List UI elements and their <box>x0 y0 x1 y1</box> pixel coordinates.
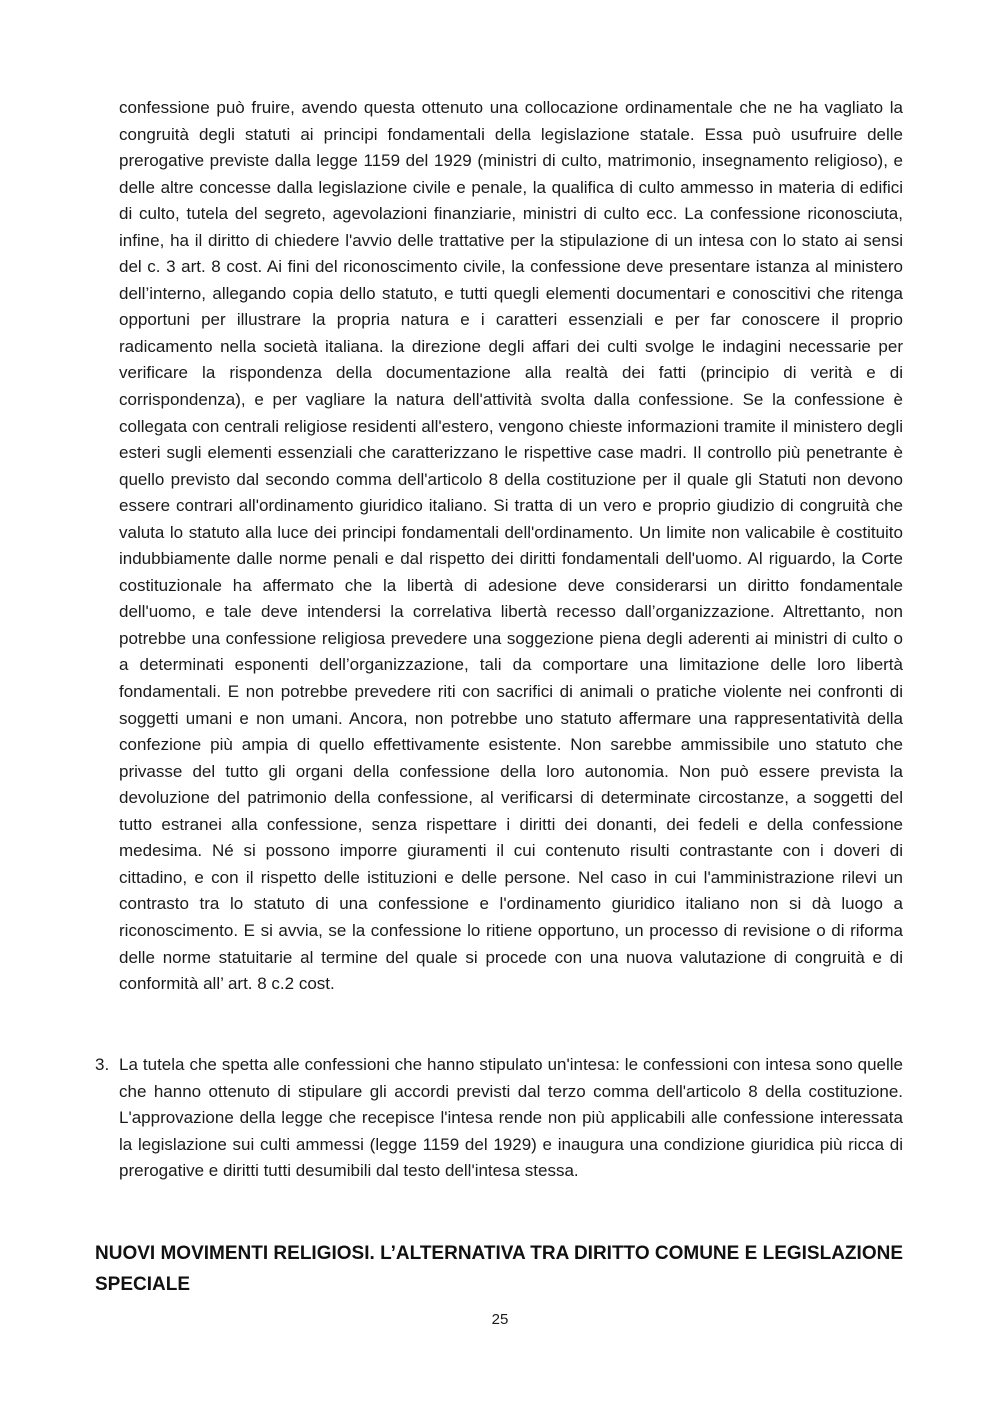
section-heading: NUOVI MOVIMENTI RELIGIOSI. L’ALTERNATIVA TRA DIRITTO COMUNE E LEGISLAZIONE SPECIALE <box>95 1243 903 1295</box>
body-paragraph: confessione può fruire, avendo questa ottenuto una collocazione ordinamentale che ne ha vagliato la congruità degli statuti ai principi fondamentali della legislazione statale. Essa può usufruire delle prerogative previste dalla legge 1159 del 1929 (ministri di culto, matrimonio, insegnamento religioso), e delle altre concesse dalla legislazione civile e penale, la qualifica di culto ammesso in materia di edifici di culto, tutela del segreto, agevolazioni finanziarie, ministri di culto ecc. La confessione riconosciuta, infine, ha il diritto di chiedere l'avvio delle trattative per la stipulazione di un intesa con lo stato ai sensi del c. 3 art. 8 cost. Ai fini del riconoscimento civile, la confessione deve presentare istanza al ministero dell’interno, allegando copia dello statuto, e tutti quegli elementi documentari e conoscitivi che ritenga opportuni per illustrare la propria natura e i caratteri essenziali e per far conoscere il proprio radicamento nella società italiana. la direzione degli affari dei culti svolge le indagini necessarie per verificare la rispondenza della documentazione alla realtà dei fatti (principio di verità e di corrispondenza), e per vagliare la natura dell'attività svolta dalla confessione. Se la confessione è collegata con centrali religiose residenti all'estero, vengono chieste informazioni tramite il ministero degli esteri sugli elementi essenziali che caratterizzano le rispettive case madri. Il controllo più penetrante è quello previsto dal secondo comma dell'articolo 8 della costituzione per il quale gli Statuti non devono essere contrari all'ordinamento giuridico italiano. Si tratta di un vero e proprio giudizio di congruità che valuta lo statuto alla luce dei principi fondamentali dell'ordinamento. Un limite non valicabile è costituito indubbiamente dalle norme penali e dal rispetto dei diritti fondamentali dell'uomo. Al riguardo, la Corte costituzionale ha affermato che la libertà di adesione deve considerarsi un diritto fondamentale dell'uomo, e tale deve intendersi la correlativa libertà recesso dall’organizzazione. Altrettanto, non potrebbe una confessione religiosa prevedere una soggezione piena degli aderenti ai ministri di culto o a determinati esponenti dell’organizzazione, tali da comportare una limitazione delle loro libertà fondamentali. E non potrebbe prevedere riti con sacrifici di animali o pratiche violente nei confronti di soggetti umani e non umani. Ancora, non potrebbe uno statuto affermare una rappresentatività della confezione più ampia di quello effettivamente esistente. Non sarebbe ammissibile uno statuto che privasse del tutto gli organi della confessione della loro autonomia. Non può essere prevista la devoluzione del patrimonio della confessione, al verificarsi di determinate circostanze, a soggetti del tutto estranei alla confessione, senza rispettare i diritti dei donanti, dei fedeli e della confessione medesima. Né si possono imporre giuramenti il cui contenuto risulti contrastante con i doveri di cittadino, e con il rispetto delle istituzioni e delle persone. Nel caso in cui l'amministrazione rilevi un contrasto tra lo statuto di una confessione e l'ordinamento giuridico italiano non si dà luogo a riconoscimento. E si avvia, se la confessione lo ritiene opportuno, un processo di revisione o di riforma delle norme statuitarie al termine del quale si procede con una nuova valutazione di congruità e di conformità all’ art. 8 c.2 cost. <box>119 98 903 994</box>
list-item-text: La tutela che spetta alle confessioni che hanno stipulato un'intesa: le confessioni con intesa sono quelle che hanno ottenuto di stipulare gli accordi previsti dal terzo comma dell'articolo 8 della costituzione. L'approvazione della legge che recepisce l'intesa rende non più applicabili alle confessione interessata la legislazione sui culti ammessi (legge 1159 del 1929) e inaugura una condizione giuridica più ricca di prerogative e diritti tutti desumibili dal testo dell'intesa stessa. <box>119 1055 903 1181</box>
page-number: 25 <box>491 1311 509 1328</box>
list-item-number: 3. <box>95 1055 110 1074</box>
numbered-list-item <box>95 1052 903 1185</box>
